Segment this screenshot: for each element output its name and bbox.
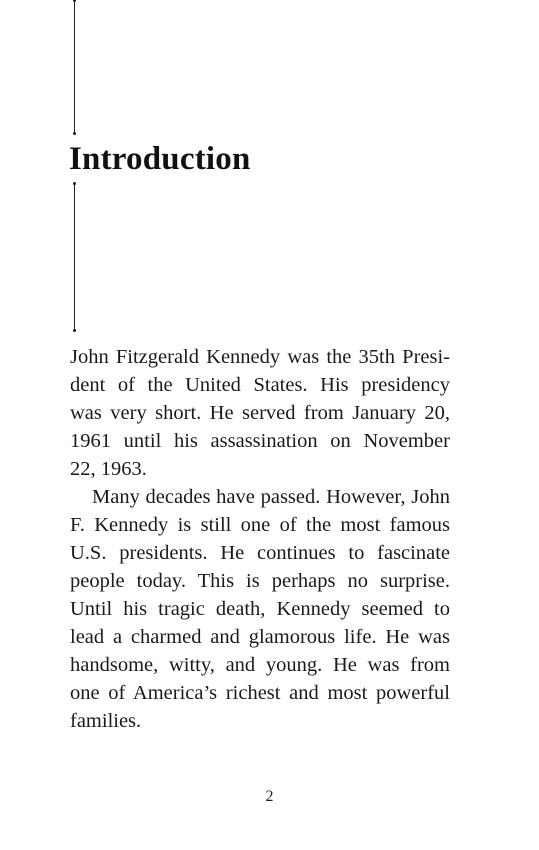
text-line: Until his tragic death, Kennedy seemed to bbox=[70, 598, 450, 620]
body-text bbox=[70, 343, 450, 735]
text-line: lead a charmed and glamorous life. He was bbox=[70, 626, 450, 648]
text-line: 1961 until his assassination on November bbox=[70, 430, 450, 452]
decorative-rule-top bbox=[74, 0, 75, 134]
text-line: Many decades have passed. However, John bbox=[92, 486, 450, 508]
page-number: 2 bbox=[265, 788, 274, 805]
text-line: families. bbox=[70, 710, 142, 732]
text-line: U.S. presidents. He continues to fascinate bbox=[70, 542, 450, 564]
text-line: dent of the United States. His presidency bbox=[70, 374, 450, 396]
text-line: was very short. He served from January 20, bbox=[70, 402, 450, 424]
text-line: F. Kennedy is still one of the most famous bbox=[70, 514, 450, 536]
text-line: handsome, witty, and young. He was from bbox=[70, 654, 450, 676]
decorative-rule-bottom bbox=[74, 183, 75, 331]
text-line: 22, 1963. bbox=[70, 458, 147, 480]
chapter-title: Introduction bbox=[69, 141, 251, 177]
text-line: one of America’s richest and most powerful bbox=[70, 682, 450, 704]
paragraph-2 bbox=[70, 483, 450, 735]
text-line: people today. This is perhaps no surprise. bbox=[70, 570, 450, 592]
paragraph-1 bbox=[70, 343, 450, 483]
text-line: John Fitzgerald Kennedy was the 35th Presi- bbox=[70, 346, 450, 368]
